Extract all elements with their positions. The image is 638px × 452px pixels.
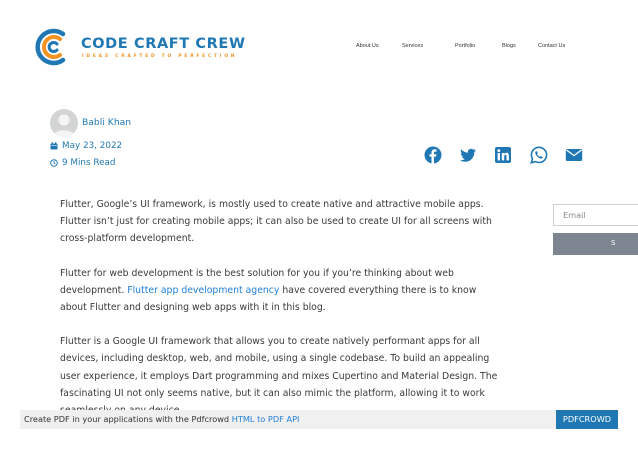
article-paragraph-2 <box>60 265 500 317</box>
article-paragraph-1: Flutter, Google’s UI framework, is mostly used to create native and attractive mobile apps. Flutter isn’t just for creating mobile apps; it can also be used to create UI for all screens with cross-platform development. <box>60 199 492 245</box>
email-input[interactable]: Email <box>553 204 638 226</box>
paragraph-2-text-start: Flutter for web development is the best solution for you if you’re thinking about web development. <box>60 267 454 296</box>
whatsapp-icon[interactable] <box>530 146 548 164</box>
twitter-icon[interactable] <box>459 146 477 164</box>
nav-blogs[interactable]: Blogs <box>502 43 516 49</box>
read-time-text: 9 Mins Read <box>62 158 116 168</box>
pdf-footer-bar <box>20 410 618 429</box>
author-name[interactable]: Babli Khan <box>82 117 132 128</box>
linkedin-icon[interactable] <box>494 146 512 164</box>
facebook-icon[interactable] <box>424 146 442 164</box>
nav-about-us[interactable]: About Us <box>356 43 379 49</box>
flutter-agency-link[interactable]: Flutter app development agency <box>127 284 280 296</box>
email-icon[interactable] <box>565 146 583 164</box>
footer-text <box>24 414 299 424</box>
html-to-pdf-link[interactable]: HTML to PDF API <box>231 414 300 424</box>
logo-title: CODE CRAFT CREW <box>81 36 246 52</box>
subscribe-button[interactable]: S <box>553 233 638 255</box>
paragraph-2-text-end: have covered everything there is to know about Flutter and designing web apps with it in this blog. <box>60 284 477 314</box>
nav-contact-us[interactable]: Contact Us <box>538 43 566 49</box>
user-silhouette-icon <box>50 109 78 137</box>
footer-text-start: Create PDF in your applications with the Pdfcrowd <box>24 414 232 424</box>
calendar-icon <box>50 142 58 150</box>
article-paragraph-3: Flutter is a Google UI framework that allows you to create natively performant apps for all devices, including desktop, web, and mobile, using a single codebase. To build an appealing user experience, it employs Dart programming and mixes Cupertino and Material Design. The fascinating UI not only seems native, but it can also mimic the platform, allowing it to work <box>60 336 498 399</box>
avatar[interactable] <box>50 109 78 137</box>
nav-portfolio[interactable]: Portfolio <box>455 43 476 49</box>
pdfcrowd-brand-button[interactable]: PDFCROWD <box>556 410 618 429</box>
logo-mark-icon <box>33 26 75 68</box>
read-time <box>50 158 116 168</box>
post-date <box>50 141 122 151</box>
logo[interactable] <box>33 26 246 68</box>
article-body <box>60 196 500 419</box>
logo-tagline: IDEAS CRAFTED TO PERFECTION <box>82 54 238 59</box>
clock-icon <box>50 159 58 167</box>
post-date-text: May 23, 2022 <box>62 141 123 151</box>
nav-services[interactable]: Services <box>402 43 424 49</box>
